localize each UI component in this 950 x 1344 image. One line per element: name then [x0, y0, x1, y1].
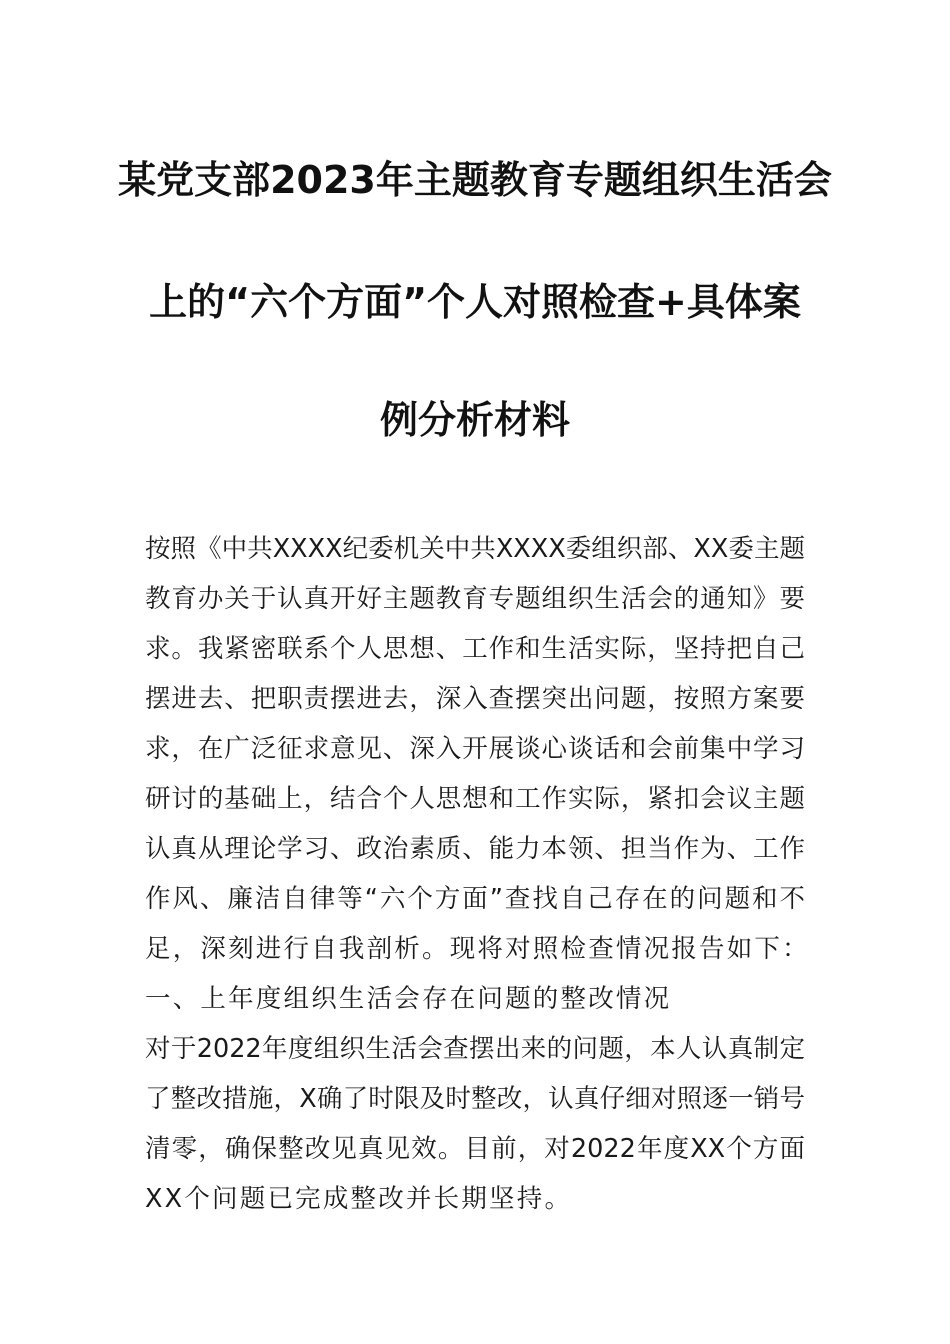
paragraph-2-line-4: XX个问题已完成整改并长期坚持。 [145, 1184, 573, 1214]
paragraph-2-line-2: 了整改措施，X确了时限及时整改，认真仔细对照逐一销号 [145, 1084, 805, 1114]
paragraph-1-line-7: 认真从理论学习、政治素质、能力本领、担当作为、工作 [145, 834, 805, 864]
paragraph-1-line-6: 研讨的基础上，结合个人思想和工作实际，紧扣会议主题 [145, 784, 805, 814]
paragraph-2-line-1: 对于2022年度组织生活会查摆出来的问题，本人认真制定 [145, 1034, 805, 1064]
paragraph-1-line-4: 摆进去、把职责摆进去，深入查摆突出问题，按照方案要 [145, 684, 805, 714]
document-title-line-3: 例分析材料 [379, 398, 570, 442]
paragraph-1-line-3: 求。我紧密联系个人思想、工作和生活实际，坚持把自己 [145, 634, 805, 664]
paragraph-2-line-3: 清零，确保整改见真见效。目前，对2022年度XX个方面 [145, 1134, 805, 1164]
paragraph-1-line-5: 求，在广泛征求意见、深入开展谈心谈话和会前集中学习 [145, 734, 805, 764]
section-1-heading: 一、上年度组织生活会存在问题的整改情况 [145, 984, 672, 1014]
document-title-line-1: 某党支部2023年主题教育专题组织生活会 [118, 158, 832, 202]
document-title-line-2: 上的“六个方面”个人对照检查+具体案 [149, 280, 801, 324]
paragraph-1-line-9: 足，深刻进行自我剖析。现将对照检查情况报告如下： [145, 934, 810, 964]
paragraph-1-line-8: 作风、廉洁自律等“六个方面”查找自己存在的问题和不 [145, 884, 805, 914]
paragraph-1-line-2: 教育办关于认真开好主题教育专题组织生活会的通知》要 [145, 584, 805, 614]
paragraph-1-line-1: 按照《中共XXXX纪委机关中共XXXX委组织部、XX委主题 [145, 534, 805, 564]
